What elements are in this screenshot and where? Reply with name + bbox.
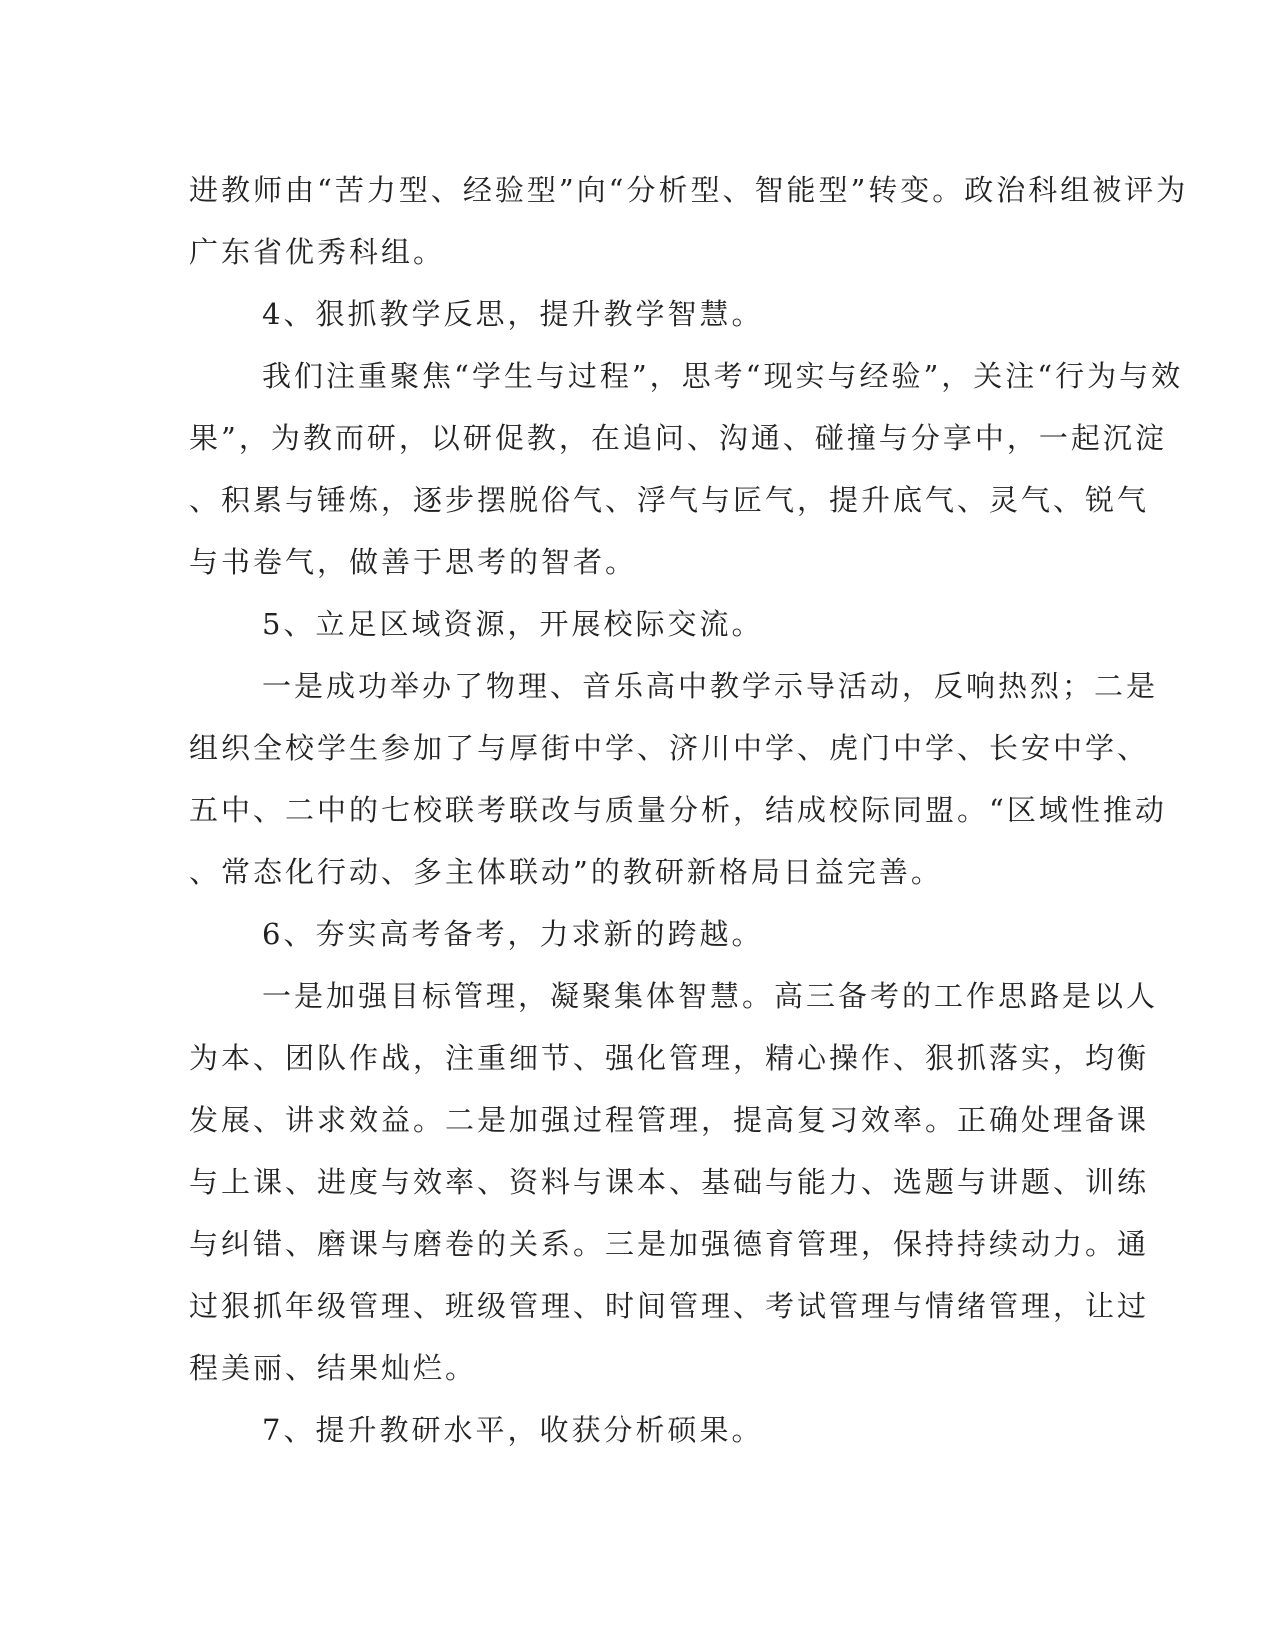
section-heading-6: 6、夯实高考备考，力求新的跨越。: [262, 917, 764, 951]
text-line: 与上课、进度与效率、资料与课本、基础与能力、选题与讲题、训练: [189, 1165, 1150, 1199]
text-line: 发展、讲求效益。二是加强过程管理，提高复习效率。正确处理备课: [189, 1103, 1150, 1137]
section-heading-5: 5、立足区域资源，开展校际交流。: [262, 607, 764, 641]
text-line: 与书卷气，做善于思考的智者。: [189, 545, 638, 579]
text-line: 为本、团队作战，注重细节、强化管理，精心操作、狠抓落实，均衡: [189, 1041, 1150, 1075]
text-line: 果”，为教而研，以研促教，在追问、沟通、碰撞与分享中，一起沉淀: [189, 421, 1167, 455]
text-line: 我们注重聚焦“学生与过程”，思考“现实与经验”，关注“行为与效: [262, 359, 1184, 393]
section-heading-7: 7、提升教研水平，收获分析硕果。: [262, 1413, 764, 1447]
text-line: 一是成功举办了物理、音乐高中教学示导活动，反响热烈；二是: [262, 669, 1159, 703]
text-line: 、积累与锤炼，逐步摆脱俗气、浮气与匠气，提升底气、灵气、锐气: [189, 483, 1150, 517]
text-line: 进教师由“苦力型、经验型”向“分析型、智能型”转变。政治科组被评为: [189, 173, 1189, 207]
text-line: 广东省优秀科组。: [189, 235, 446, 269]
text-line: 程美丽、结果灿烂。: [189, 1351, 478, 1385]
text-line: 组织全校学生参加了与厚街中学、济川中学、虎门中学、长安中学、: [189, 731, 1150, 765]
section-heading-4: 4、狠抓教学反思，提升教学智慧。: [262, 297, 764, 331]
text-line: 五中、二中的七校联考联改与质量分析，结成校际同盟。“区域性推动: [189, 793, 1167, 827]
text-line: 过狠抓年级管理、班级管理、时间管理、考试管理与情绪管理，让过: [189, 1289, 1150, 1323]
text-line: 、常态化行动、多主体联动”的教研新格局日益完善。: [189, 855, 943, 889]
text-line: 一是加强目标管理，凝聚集体智慧。高三备考的工作思路是以人: [262, 979, 1159, 1013]
body-text: [189, 159, 1189, 1461]
text-line: 与纠错、磨课与磨卷的关系。三是加强德育管理，保持持续动力。通: [189, 1227, 1150, 1261]
